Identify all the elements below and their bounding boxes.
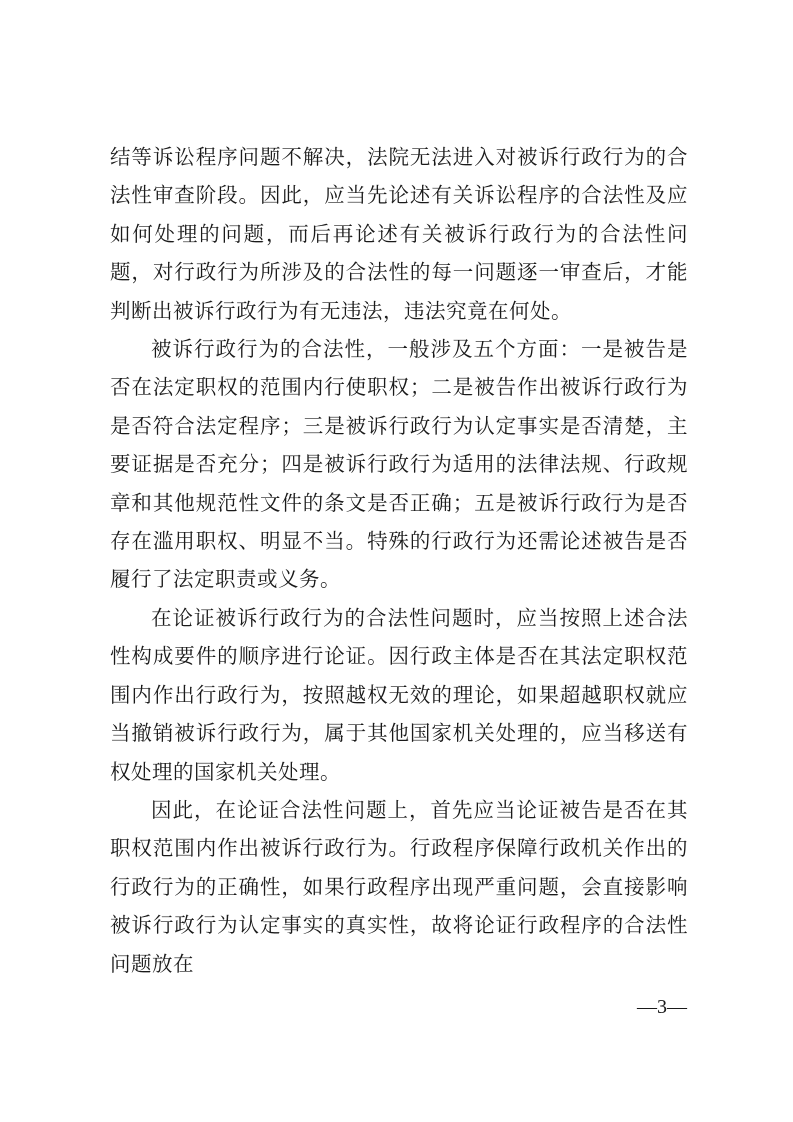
paragraph-4: 因此，在论证合法性问题上，首先应当论证被告是否在其职权范围内作出被诉行政行为。行政程序保障行政机关作出的行政行为的正确性，如果行政程序出现严重问题，会直接影响被诉行政行为认定事实的真实性，故将论证行政程序的合法性问题放在: [110, 797, 688, 976]
page-number: —3—: [637, 996, 687, 1018]
paragraph-2: 被诉行政行为的合法性，一般涉及五个方面：一是被告是否在法定职权的范围内行使职权；二是被告作出被诉行政行为是否符合法定程序；三是被诉行政行为认定事实是否清楚，主要证据是否充分；四是被诉行政行为适用的法律法规、行政规章和其他规范性文件的条文是否正确；五是被诉行政行为是否存在滥用职权、明显不当。特殊的行政行为还需论述被告是否履行了法定职责或义务。: [110, 337, 688, 592]
paragraph-3: 在论证被诉行政行为的合法性问题时，应当按照上述合法性构成要件的顺序进行论证。因行政主体是否在其法定职权范围内作出行政行为，按照越权无效的理论，如果超越职权就应当撤销被诉行政行为，属于其他国家机关处理的，应当移送有权处理的国家机关处理。: [110, 605, 688, 784]
paragraph-1: 结等诉讼程序问题不解决，法院无法进入对被诉行政行为的合法性审查阶段。因此，应当先论述有关诉讼程序的合法性及应如何处理的问题，而后再论述有关被诉行政行为的合法性问题，对行政行为所涉及的合法性的每一问题逐一审查后，才能判断出被诉行政行为有无违法，违法究竟在何处。: [110, 145, 688, 323]
body-text: [110, 138, 688, 983]
